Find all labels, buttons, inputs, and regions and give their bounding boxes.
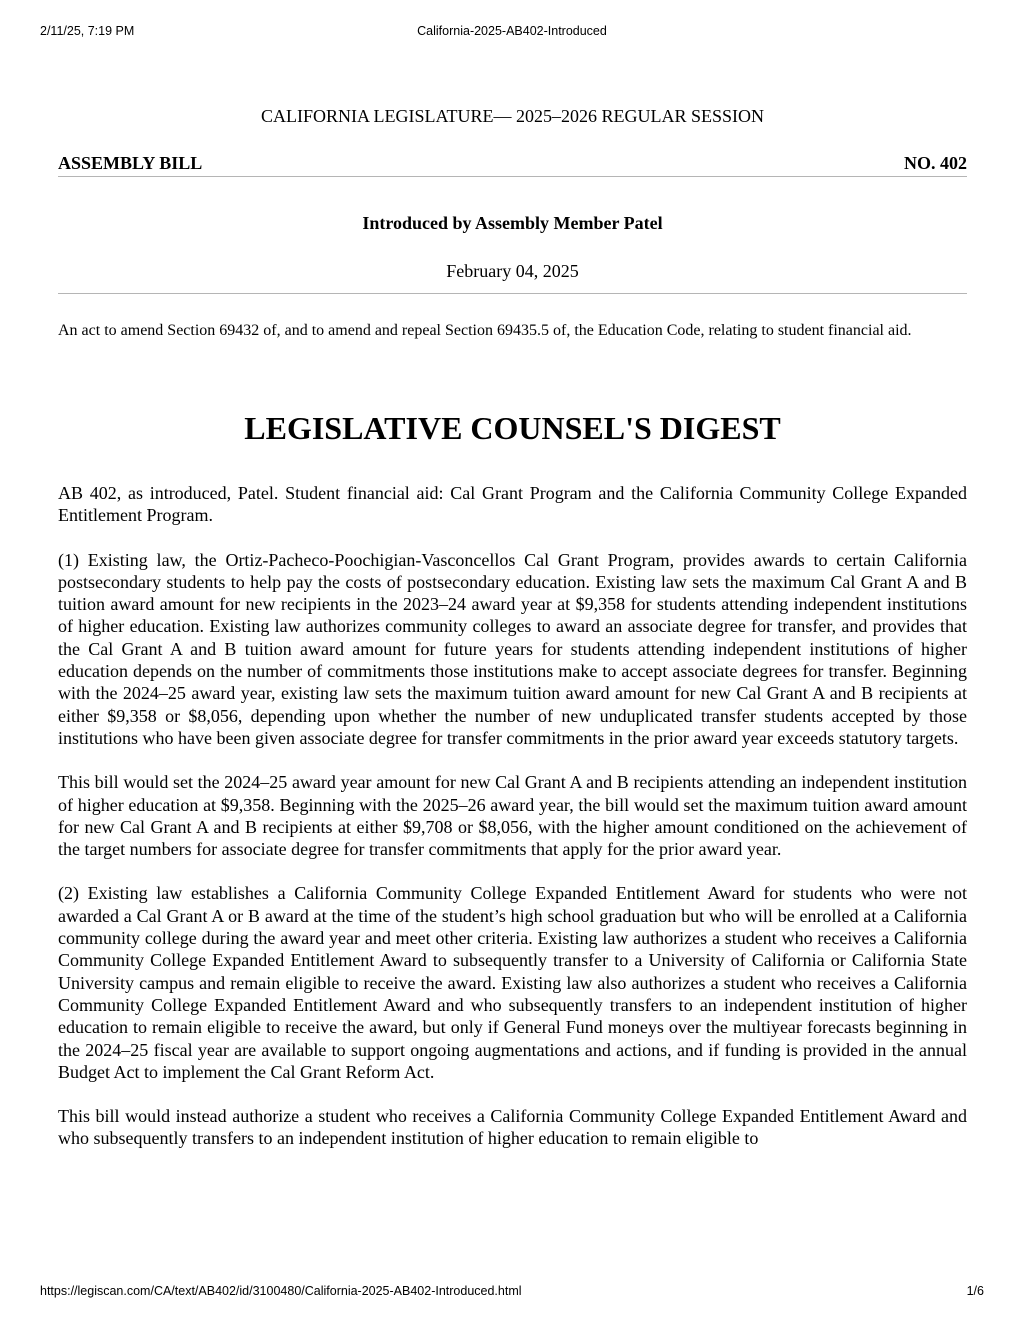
digest-paragraph: (2) Existing law establishes a California Community College Expanded Entitlement Award for students who were not awarded a Cal Grant A or B award at the time of the student’s high school graduation but who will be enrolled at a California community college during the award year and meet other criteria. Existing law authorizes a student who receives a California Community College Expanded Entitlement Award to subsequently transfer to a University of California or California State University campus and remain eligible to receive the award. Existing law also authorizes a student who receives a California Community College Expanded Entitlement Award and who subsequently transfers to an independent institution of higher education to remain eligible to receive the award, but only if General Fund moneys over the multiyear forecasts beginning in the 2024–25 fiscal year are available to support ongoing augmentations and actions, and if funding is provided in the annual Budget Act to implement the Cal Grant Reform Act.: [58, 883, 967, 1082]
digest-paragraph: This bill would set the 2024–25 award year amount for new Cal Grant A and B recipients attending an independent institution of higher education at $9,358. Beginning with the 2025–26 award year, the bill would set the maximum tuition award amount for new Cal Grant A and B recipients at either $9,708 or $8,056, with the higher amount conditioned on the achievement of the target numbers for associate degree for transfer commitments that apply for the prior award year.: [58, 772, 967, 860]
bill-number: NO. 402: [904, 153, 967, 173]
print-url: https://legiscan.com/CA/text/AB402/id/3100480/California-2025-AB402-Introduced.html: [40, 1284, 522, 1298]
digest-paragraph: (1) Existing law, the Ortiz-Pacheco-Poochigian-Vasconcellos Cal Grant Program, provides awards to certain California postsecondary students to help pay the costs of postsecondary education. Existing law sets the maximum Cal Grant A and B tuition award amount for new recipients in the 2023–24 award year at $9,358 for students attending independent institutions of higher education. Existing law authorizes community colleges to award an associate degree for transfer, and provides that the Cal Grant A and B tuition award amount for future years for students attending independent institutions of higher education depends on the number of commitments those institutions make to accept associate degrees for transfer. Beginning with the 2024–25 award year, existing law sets the maximum tuition award amount for new Cal Grant A and B recipients at either $9,358 or $8,056, depending upon whether the number of new unduplicated transfer students accepted by those institutions who have been given associate degree for transfer commitments in the prior award year exceeds statutory targets.: [58, 549, 967, 748]
introduced-by: Introduced by Assembly Member Patel: [362, 213, 663, 233]
digest-paragraph: AB 402, as introduced, Patel. Student financial aid: Cal Grant Program and the California Community College Expanded Entitlement Program.: [58, 483, 967, 526]
bill-type: ASSEMBLY BILL: [58, 153, 203, 173]
print-header: [40, 24, 984, 44]
bill-document: [58, 104, 967, 1172]
print-doc-title: California-2025-AB402-Introduced: [417, 24, 607, 38]
session-title: CALIFORNIA LEGISLATURE— 2025–2026 REGULAR SESSION: [260, 106, 764, 126]
print-datetime: 2/11/25, 7:19 PM: [40, 24, 135, 38]
introduced-date: February 04, 2025: [58, 259, 967, 294]
digest-heading: LEGISLATIVE COUNSEL'S DIGEST: [244, 410, 781, 446]
act-title: An act to amend Section 69432 of, and to amend and repeal Section 69435.5 of, the Education Code, relating to student financial aid.: [58, 322, 912, 339]
print-footer: [40, 1284, 984, 1304]
page-number: 1/6: [966, 1284, 984, 1298]
digest-body: [58, 482, 967, 1150]
bill-id-row: [58, 152, 967, 177]
digest-paragraph: This bill would instead authorize a student who receives a California Community College Expanded Entitlement Award and who subsequently transfers to an independent institution of higher education to remain eligible to: [58, 1106, 967, 1149]
